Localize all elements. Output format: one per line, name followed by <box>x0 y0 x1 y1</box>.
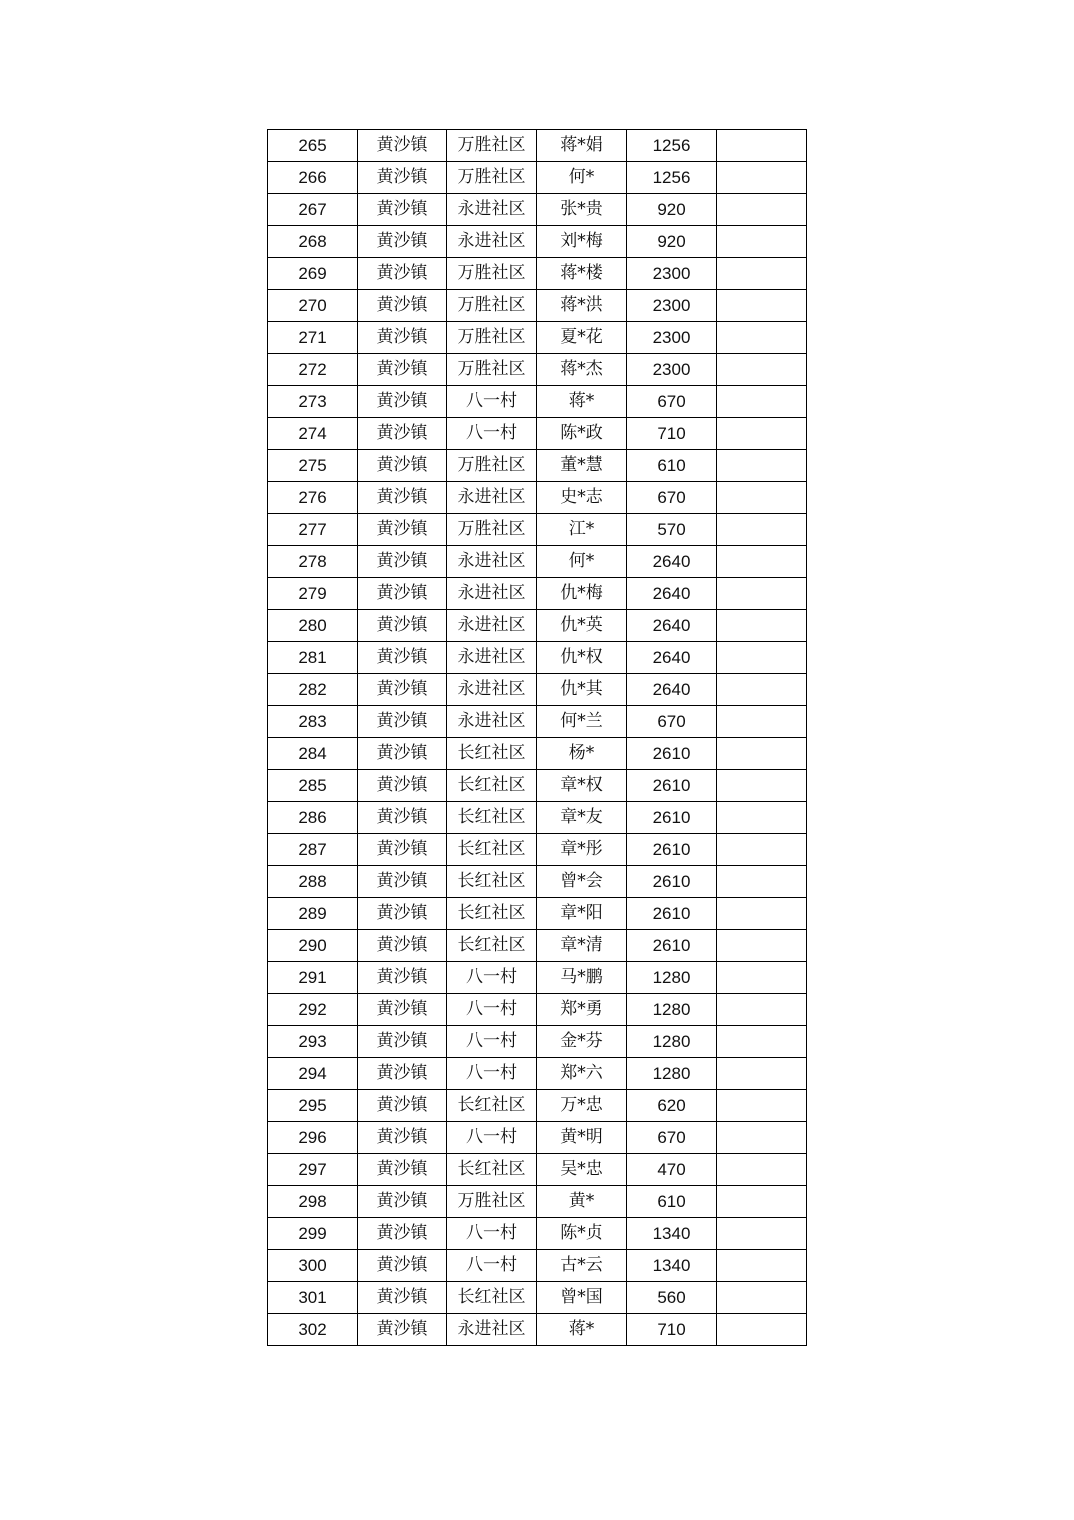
cell-note <box>717 898 807 930</box>
cell-note <box>717 130 807 162</box>
cell-person-name: 金*芬 <box>537 1026 627 1058</box>
cell-community: 永进社区 <box>447 1314 537 1346</box>
cell-amount: 1340 <box>627 1218 717 1250</box>
cell-person-name: 仇*权 <box>537 642 627 674</box>
cell-town: 黄沙镇 <box>358 994 447 1026</box>
table-row <box>268 1282 807 1314</box>
cell-number: 296 <box>268 1122 358 1154</box>
table-row <box>268 226 807 258</box>
cell-community: 长红社区 <box>447 738 537 770</box>
cell-town: 黄沙镇 <box>358 354 447 386</box>
cell-person-name: 章*阳 <box>537 898 627 930</box>
cell-town: 黄沙镇 <box>358 674 447 706</box>
cell-community: 永进社区 <box>447 226 537 258</box>
cell-note <box>717 674 807 706</box>
cell-note <box>717 770 807 802</box>
cell-community: 八一村 <box>447 962 537 994</box>
cell-community: 永进社区 <box>447 674 537 706</box>
cell-note <box>717 1090 807 1122</box>
table-row <box>268 162 807 194</box>
cell-community: 长红社区 <box>447 1154 537 1186</box>
cell-number: 285 <box>268 770 358 802</box>
cell-town: 黄沙镇 <box>358 898 447 930</box>
cell-note <box>717 930 807 962</box>
cell-person-name: 陈*政 <box>537 418 627 450</box>
cell-community: 万胜社区 <box>447 322 537 354</box>
cell-amount: 920 <box>627 226 717 258</box>
cell-person-name: 仇*其 <box>537 674 627 706</box>
cell-community: 长红社区 <box>447 770 537 802</box>
cell-person-name: 蒋*楼 <box>537 258 627 290</box>
cell-town: 黄沙镇 <box>358 706 447 738</box>
table-row <box>268 258 807 290</box>
table-row <box>268 738 807 770</box>
cell-person-name: 夏*花 <box>537 322 627 354</box>
cell-town: 黄沙镇 <box>358 642 447 674</box>
roster-table <box>267 129 807 1346</box>
cell-community: 八一村 <box>447 1026 537 1058</box>
cell-amount: 1280 <box>627 1026 717 1058</box>
cell-number: 273 <box>268 386 358 418</box>
cell-note <box>717 834 807 866</box>
cell-town: 黄沙镇 <box>358 610 447 642</box>
cell-amount: 2300 <box>627 290 717 322</box>
cell-amount: 1280 <box>627 994 717 1026</box>
cell-person-name: 黄* <box>537 1186 627 1218</box>
cell-number: 288 <box>268 866 358 898</box>
table-row <box>268 1218 807 1250</box>
cell-note <box>717 1154 807 1186</box>
cell-amount: 710 <box>627 1314 717 1346</box>
table-row <box>268 386 807 418</box>
cell-number: 275 <box>268 450 358 482</box>
cell-amount: 920 <box>627 194 717 226</box>
cell-amount: 2640 <box>627 578 717 610</box>
cell-person-name: 张*贵 <box>537 194 627 226</box>
cell-town: 黄沙镇 <box>358 802 447 834</box>
cell-community: 长红社区 <box>447 834 537 866</box>
cell-person-name: 蒋*杰 <box>537 354 627 386</box>
cell-person-name: 章*清 <box>537 930 627 962</box>
cell-person-name: 董*慧 <box>537 450 627 482</box>
cell-town: 黄沙镇 <box>358 546 447 578</box>
cell-community: 万胜社区 <box>447 258 537 290</box>
cell-person-name: 陈*贞 <box>537 1218 627 1250</box>
cell-community: 八一村 <box>447 1058 537 1090</box>
cell-number: 279 <box>268 578 358 610</box>
cell-person-name: 郑*六 <box>537 1058 627 1090</box>
cell-number: 265 <box>268 130 358 162</box>
cell-number: 268 <box>268 226 358 258</box>
table-row <box>268 546 807 578</box>
cell-community: 八一村 <box>447 994 537 1026</box>
table-row <box>268 1090 807 1122</box>
cell-town: 黄沙镇 <box>358 578 447 610</box>
cell-person-name: 万*忠 <box>537 1090 627 1122</box>
cell-person-name: 刘*梅 <box>537 226 627 258</box>
cell-number: 283 <box>268 706 358 738</box>
cell-community: 万胜社区 <box>447 130 537 162</box>
cell-person-name: 江* <box>537 514 627 546</box>
cell-note <box>717 258 807 290</box>
cell-town: 黄沙镇 <box>358 834 447 866</box>
cell-community: 长红社区 <box>447 930 537 962</box>
cell-note <box>717 162 807 194</box>
cell-person-name: 黄*明 <box>537 1122 627 1154</box>
cell-amount: 2610 <box>627 738 717 770</box>
cell-amount: 2610 <box>627 866 717 898</box>
cell-note <box>717 194 807 226</box>
cell-person-name: 蒋* <box>537 1314 627 1346</box>
table-row <box>268 482 807 514</box>
cell-community: 长红社区 <box>447 1282 537 1314</box>
cell-note <box>717 1282 807 1314</box>
cell-community: 八一村 <box>447 1218 537 1250</box>
cell-person-name: 何* <box>537 162 627 194</box>
cell-note <box>717 642 807 674</box>
cell-town: 黄沙镇 <box>358 130 447 162</box>
cell-note <box>717 450 807 482</box>
table-row <box>268 290 807 322</box>
cell-number: 269 <box>268 258 358 290</box>
cell-note <box>717 354 807 386</box>
cell-number: 274 <box>268 418 358 450</box>
cell-community: 万胜社区 <box>447 514 537 546</box>
cell-community: 八一村 <box>447 1122 537 1154</box>
cell-note <box>717 1122 807 1154</box>
cell-note <box>717 322 807 354</box>
cell-number: 286 <box>268 802 358 834</box>
cell-person-name: 郑*勇 <box>537 994 627 1026</box>
cell-number: 297 <box>268 1154 358 1186</box>
cell-community: 长红社区 <box>447 1090 537 1122</box>
cell-person-name: 马*鹏 <box>537 962 627 994</box>
cell-amount: 2610 <box>627 898 717 930</box>
table-row <box>268 418 807 450</box>
cell-amount: 2640 <box>627 674 717 706</box>
table-row <box>268 514 807 546</box>
cell-number: 291 <box>268 962 358 994</box>
cell-town: 黄沙镇 <box>358 226 447 258</box>
cell-number: 282 <box>268 674 358 706</box>
cell-number: 293 <box>268 1026 358 1058</box>
cell-community: 万胜社区 <box>447 290 537 322</box>
cell-note <box>717 1314 807 1346</box>
table-row <box>268 610 807 642</box>
cell-number: 301 <box>268 1282 358 1314</box>
cell-community: 万胜社区 <box>447 354 537 386</box>
cell-number: 302 <box>268 1314 358 1346</box>
cell-number: 290 <box>268 930 358 962</box>
table-row <box>268 642 807 674</box>
table-row <box>268 866 807 898</box>
cell-town: 黄沙镇 <box>358 482 447 514</box>
cell-note <box>717 1186 807 1218</box>
cell-town: 黄沙镇 <box>358 1314 447 1346</box>
table-row <box>268 674 807 706</box>
cell-note <box>717 578 807 610</box>
table-row <box>268 1186 807 1218</box>
cell-note <box>717 482 807 514</box>
cell-community: 永进社区 <box>447 546 537 578</box>
table-row <box>268 930 807 962</box>
cell-note <box>717 1058 807 1090</box>
table-row <box>268 1154 807 1186</box>
cell-amount: 620 <box>627 1090 717 1122</box>
cell-person-name: 仇*梅 <box>537 578 627 610</box>
cell-amount: 560 <box>627 1282 717 1314</box>
cell-town: 黄沙镇 <box>358 1186 447 1218</box>
cell-note <box>717 706 807 738</box>
table-row <box>268 834 807 866</box>
cell-amount: 2610 <box>627 930 717 962</box>
table-row <box>268 322 807 354</box>
cell-number: 278 <box>268 546 358 578</box>
cell-number: 281 <box>268 642 358 674</box>
cell-town: 黄沙镇 <box>358 738 447 770</box>
cell-amount: 2610 <box>627 802 717 834</box>
cell-community: 八一村 <box>447 386 537 418</box>
cell-community: 万胜社区 <box>447 1186 537 1218</box>
cell-number: 298 <box>268 1186 358 1218</box>
table-row <box>268 578 807 610</box>
cell-amount: 2640 <box>627 610 717 642</box>
cell-town: 黄沙镇 <box>358 1090 447 1122</box>
cell-town: 黄沙镇 <box>358 866 447 898</box>
cell-amount: 2300 <box>627 322 717 354</box>
roster-table-body <box>268 130 807 1346</box>
cell-number: 280 <box>268 610 358 642</box>
cell-person-name: 蒋* <box>537 386 627 418</box>
cell-town: 黄沙镇 <box>358 1218 447 1250</box>
cell-person-name: 蒋*洪 <box>537 290 627 322</box>
cell-town: 黄沙镇 <box>358 514 447 546</box>
cell-town: 黄沙镇 <box>358 162 447 194</box>
cell-note <box>717 994 807 1026</box>
cell-amount: 2640 <box>627 546 717 578</box>
cell-note <box>717 386 807 418</box>
cell-note <box>717 546 807 578</box>
cell-amount: 1256 <box>627 162 717 194</box>
cell-amount: 610 <box>627 1186 717 1218</box>
cell-person-name: 曾*会 <box>537 866 627 898</box>
cell-note <box>717 802 807 834</box>
cell-amount: 710 <box>627 418 717 450</box>
cell-community: 永进社区 <box>447 482 537 514</box>
cell-town: 黄沙镇 <box>358 770 447 802</box>
cell-person-name: 曾*国 <box>537 1282 627 1314</box>
cell-town: 黄沙镇 <box>358 1282 447 1314</box>
cell-town: 黄沙镇 <box>358 1250 447 1282</box>
cell-person-name: 蒋*娟 <box>537 130 627 162</box>
cell-person-name: 章*彤 <box>537 834 627 866</box>
cell-note <box>717 738 807 770</box>
table-row <box>268 1026 807 1058</box>
cell-person-name: 何*兰 <box>537 706 627 738</box>
table-row <box>268 898 807 930</box>
table-row <box>268 1122 807 1154</box>
cell-town: 黄沙镇 <box>358 1026 447 1058</box>
cell-note <box>717 1026 807 1058</box>
cell-person-name: 仇*英 <box>537 610 627 642</box>
cell-number: 267 <box>268 194 358 226</box>
cell-person-name: 史*志 <box>537 482 627 514</box>
cell-number: 300 <box>268 1250 358 1282</box>
cell-number: 292 <box>268 994 358 1026</box>
cell-note <box>717 962 807 994</box>
table-row <box>268 770 807 802</box>
cell-town: 黄沙镇 <box>358 1122 447 1154</box>
cell-note <box>717 418 807 450</box>
cell-amount: 1280 <box>627 962 717 994</box>
cell-number: 287 <box>268 834 358 866</box>
cell-amount: 670 <box>627 386 717 418</box>
cell-town: 黄沙镇 <box>358 1058 447 1090</box>
cell-town: 黄沙镇 <box>358 258 447 290</box>
cell-community: 八一村 <box>447 1250 537 1282</box>
cell-community: 永进社区 <box>447 642 537 674</box>
cell-number: 270 <box>268 290 358 322</box>
cell-amount: 570 <box>627 514 717 546</box>
cell-number: 276 <box>268 482 358 514</box>
cell-number: 294 <box>268 1058 358 1090</box>
table-row <box>268 962 807 994</box>
cell-community: 八一村 <box>447 418 537 450</box>
cell-amount: 2640 <box>627 642 717 674</box>
cell-amount: 1280 <box>627 1058 717 1090</box>
cell-town: 黄沙镇 <box>358 962 447 994</box>
cell-town: 黄沙镇 <box>358 290 447 322</box>
table-row <box>268 450 807 482</box>
cell-town: 黄沙镇 <box>358 1154 447 1186</box>
table-row <box>268 994 807 1026</box>
cell-number: 295 <box>268 1090 358 1122</box>
cell-community: 长红社区 <box>447 866 537 898</box>
cell-amount: 670 <box>627 706 717 738</box>
cell-town: 黄沙镇 <box>358 386 447 418</box>
cell-amount: 610 <box>627 450 717 482</box>
cell-amount: 670 <box>627 482 717 514</box>
cell-number: 284 <box>268 738 358 770</box>
cell-amount: 2300 <box>627 354 717 386</box>
cell-community: 长红社区 <box>447 898 537 930</box>
cell-number: 299 <box>268 1218 358 1250</box>
cell-town: 黄沙镇 <box>358 194 447 226</box>
cell-number: 289 <box>268 898 358 930</box>
table-row <box>268 1058 807 1090</box>
cell-note <box>717 226 807 258</box>
cell-community: 永进社区 <box>447 706 537 738</box>
cell-amount: 2300 <box>627 258 717 290</box>
table-row <box>268 1250 807 1282</box>
cell-person-name: 何* <box>537 546 627 578</box>
table-row <box>268 706 807 738</box>
cell-note <box>717 514 807 546</box>
cell-note <box>717 610 807 642</box>
cell-number: 271 <box>268 322 358 354</box>
cell-person-name: 章*友 <box>537 802 627 834</box>
cell-community: 万胜社区 <box>447 162 537 194</box>
cell-note <box>717 1250 807 1282</box>
table-row <box>268 194 807 226</box>
table-row <box>268 802 807 834</box>
cell-amount: 470 <box>627 1154 717 1186</box>
cell-amount: 2610 <box>627 770 717 802</box>
table-row <box>268 354 807 386</box>
cell-amount: 1340 <box>627 1250 717 1282</box>
cell-community: 长红社区 <box>447 802 537 834</box>
cell-community: 永进社区 <box>447 578 537 610</box>
cell-number: 266 <box>268 162 358 194</box>
cell-community: 万胜社区 <box>447 450 537 482</box>
cell-number: 277 <box>268 514 358 546</box>
cell-town: 黄沙镇 <box>358 930 447 962</box>
cell-town: 黄沙镇 <box>358 418 447 450</box>
cell-town: 黄沙镇 <box>358 322 447 354</box>
cell-note <box>717 290 807 322</box>
cell-person-name: 章*权 <box>537 770 627 802</box>
table-row <box>268 130 807 162</box>
cell-amount: 670 <box>627 1122 717 1154</box>
cell-community: 永进社区 <box>447 610 537 642</box>
cell-note <box>717 866 807 898</box>
cell-community: 永进社区 <box>447 194 537 226</box>
cell-number: 272 <box>268 354 358 386</box>
cell-town: 黄沙镇 <box>358 450 447 482</box>
cell-note <box>717 1218 807 1250</box>
cell-person-name: 杨* <box>537 738 627 770</box>
table-row <box>268 1314 807 1346</box>
cell-person-name: 吴*忠 <box>537 1154 627 1186</box>
cell-amount: 1256 <box>627 130 717 162</box>
cell-person-name: 古*云 <box>537 1250 627 1282</box>
cell-amount: 2610 <box>627 834 717 866</box>
